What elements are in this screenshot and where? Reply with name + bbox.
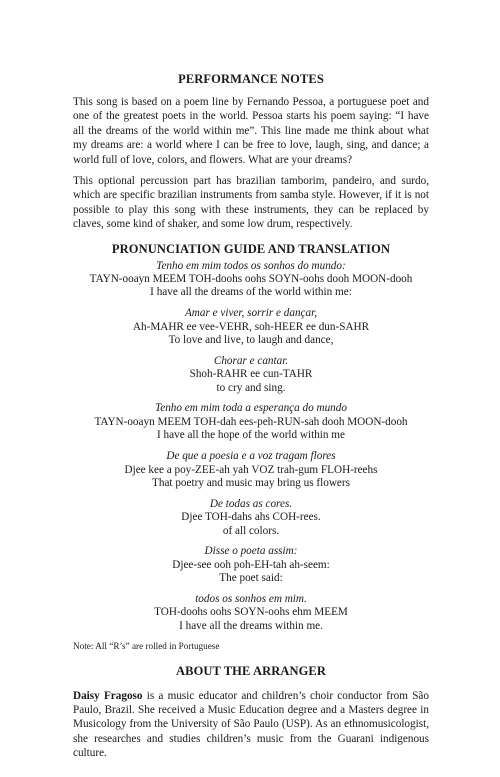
performance-notes-paragraph-1: This song is based on a poem line by Fernando Pessoa, a portuguese poet and one of the greatest poets in the world. Pessoa starts his poem saying: “I have all the dreams of the world within me”. This line made me think about what my dreams are: a world where I can be free to love, laugh, sing, and dance; a world full of love, colors, and flowers. What are your dreams?	[73, 96, 429, 166]
pronunciation-heading: PRONUNCIATION GUIDE AND TRANSLATION	[111, 241, 391, 256]
translation-line: I have all the dreams of the world within me:	[150, 286, 352, 299]
pronunciation-line: Djee kee a poy-ZEE-ah yah VOZ trah-gum FLOH-reehs	[124, 463, 378, 476]
pronunciation-line: Djee TOH-dahs ahs COH-rees.	[181, 511, 321, 524]
translation-line: of all colors.	[222, 524, 280, 537]
arranger-heading: ABOUT THE ARRANGER	[176, 663, 326, 678]
arranger-bio-text: is a music educator and children’s choir conductor from São Paulo, Brazil. She received a Music Education degree and a Masters degree in Musicology from the University of São Paulo (USP). As an ethnomusicologist, she researches and studies children’s music from the Guarani indigenous culture.	[73, 689, 429, 760]
performance-notes-heading: PERFORMANCE NOTES	[178, 72, 324, 86]
stanza	[73, 593, 429, 633]
translation-line: I have all the hope of the world within me	[157, 429, 345, 442]
translation-line: I have all the dreams within me.	[179, 619, 323, 632]
pronunciation-line: Shoh-RAHR ee cun-TAHR	[189, 368, 313, 381]
pronunciation-line: TAYN-ooayn MEEM TOH-doohs oohs SOYN-oohs dooh MOON-dooh	[89, 273, 413, 286]
translation-line: To love and live, to laugh and dance,	[168, 334, 334, 347]
portuguese-line: Tenho em mim toda a esperança do mundo	[155, 402, 347, 415]
portuguese-line: Chorar e cantar.	[213, 354, 289, 367]
portuguese-line: Disse o poeta assim:	[204, 545, 298, 558]
translation-line: to cry and sing.	[216, 381, 286, 394]
pronunciation-line: TAYN-ooayn MEEM TOH-dah ees-peh-RUN-sah dooh MOON-dooh	[94, 415, 408, 428]
portuguese-line: De que a poesia e a voz tragam flores	[166, 450, 336, 463]
portuguese-line: Tenho em mim todos os sonhos do mundo:	[156, 259, 346, 272]
page-content	[73, 72, 429, 761]
stanza	[73, 355, 429, 395]
portuguese-line: Amar e viver, sorrir e dançar,	[184, 307, 318, 320]
stanza	[73, 450, 429, 490]
stanza	[73, 260, 429, 300]
stanza	[73, 402, 429, 442]
pronunciation-line: Djee-see ooh poh-EH-tah ah-seem:	[172, 558, 330, 571]
pronunciation-line: TOH-doohs oohs SOYN-oohs ehm MEEM	[154, 606, 348, 619]
translation-line: The poet said:	[219, 572, 283, 585]
portuguese-line: todos os sonhos em mim.	[195, 592, 307, 605]
stanza	[73, 307, 429, 347]
portuguese-line: De todas as cores.	[209, 497, 293, 510]
pronunciation-line: Ah-MAHR ee vee-VEHR, soh-HEER ee dun-SAHR	[132, 320, 370, 333]
arranger-name: Daisy Fragoso	[73, 689, 143, 702]
performance-notes-paragraph-2: This optional percussion part has brazilian tamborim, pandeiro, and surdo, which are specific brazilian instruments from samba style. However, if it is not possible to play this song with these instruments, they can be replaced by claves, some kind of shaker, and some low drum, respectively.	[73, 175, 429, 231]
translation-line: That poetry and music may bring us flowers	[152, 476, 350, 489]
arranger-bio	[73, 689, 429, 761]
stanza	[73, 498, 429, 538]
stanza	[73, 545, 429, 585]
rolled-r-note: Note: All “R’s” are rolled in Portuguese	[73, 640, 220, 651]
